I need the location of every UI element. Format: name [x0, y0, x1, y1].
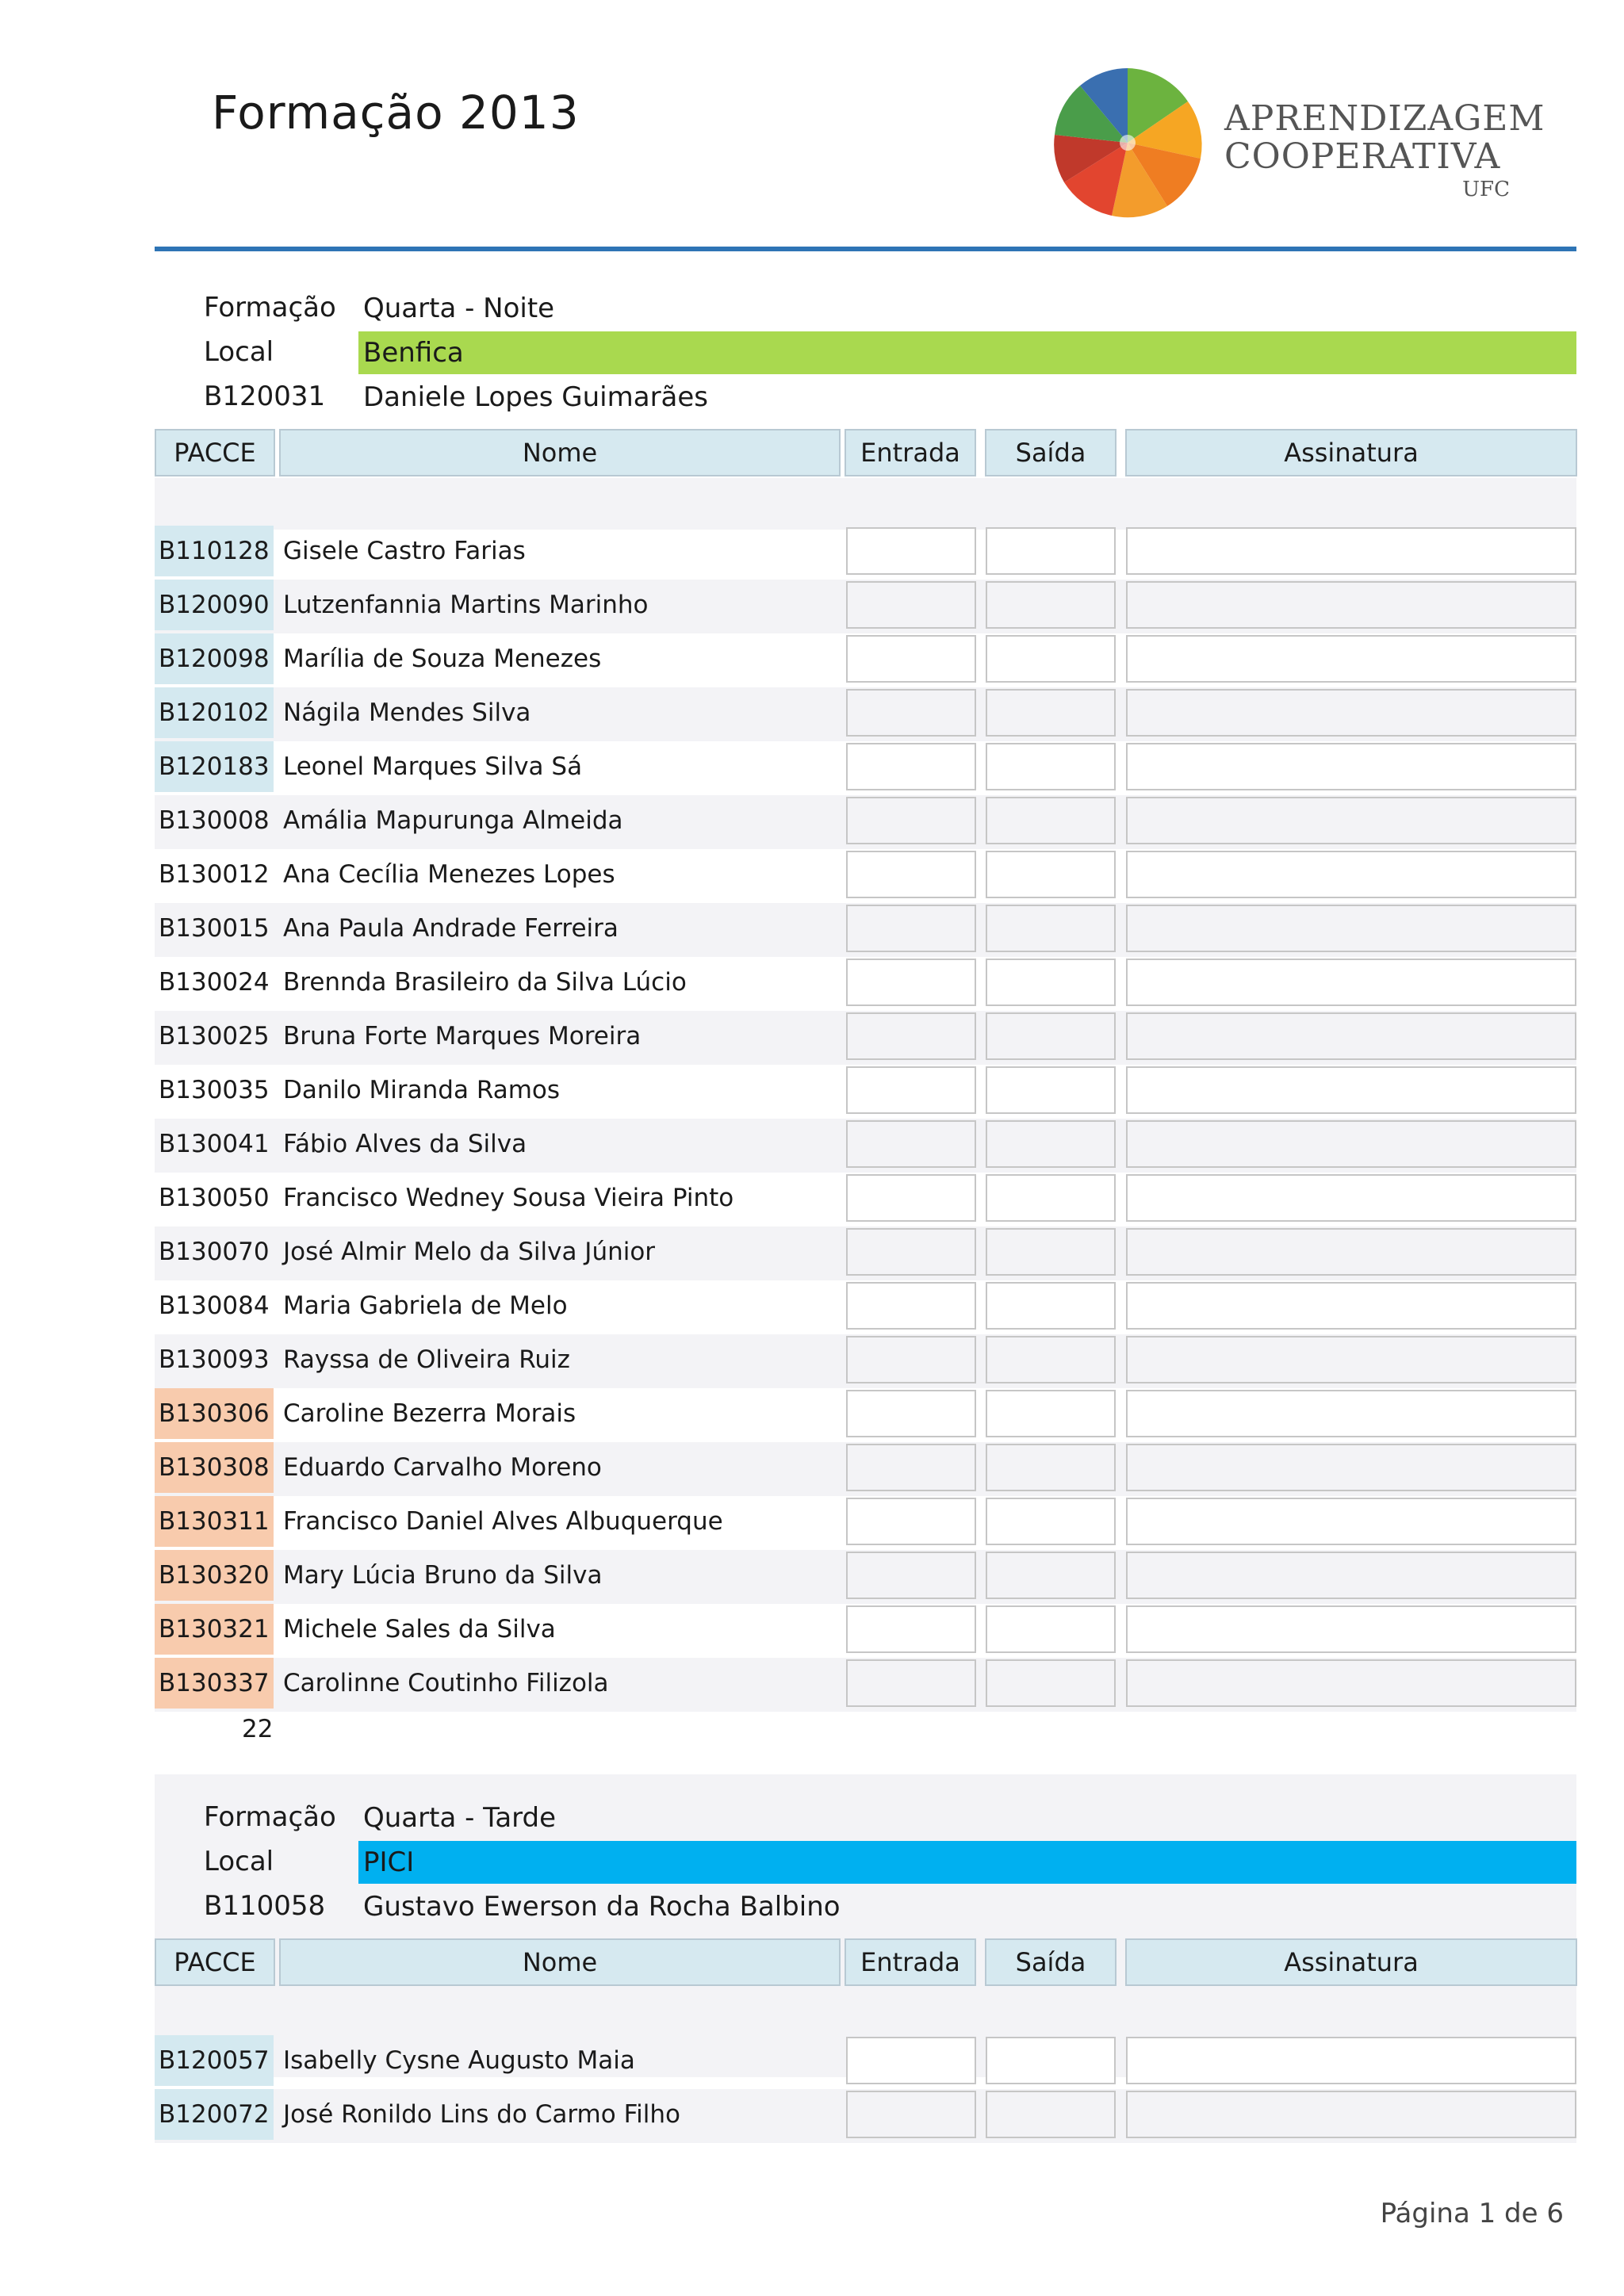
assinatura-field[interactable] — [1126, 2091, 1576, 2138]
pacce-code: B130015 — [159, 914, 270, 943]
entrada-field[interactable] — [846, 1228, 976, 1276]
formacao-label: Formação — [204, 1801, 336, 1833]
pinwheel-logo-icon — [1048, 63, 1207, 222]
pacce-code: B130320 — [155, 1550, 274, 1601]
page-title: Formação 2013 — [212, 86, 580, 140]
table-row — [155, 1334, 1576, 1388]
pacce-code: B130008 — [159, 806, 270, 835]
assinatura-field[interactable] — [1126, 797, 1576, 844]
leader-code: B110058 — [204, 1890, 326, 1922]
pacce-code: B130084 — [159, 1292, 270, 1320]
assinatura-field[interactable] — [1126, 1282, 1576, 1330]
pacce-code: B120090 — [155, 580, 274, 630]
pacce-code: B120102 — [155, 687, 274, 738]
participant-count: 22 — [242, 1715, 274, 1743]
participant-name: Leonel Marques Silva Sá — [283, 752, 583, 781]
pacce-code: B130070 — [159, 1238, 270, 1266]
participant-name: Bruna Forte Marques Moreira — [283, 1022, 642, 1050]
entrada-field[interactable] — [846, 1336, 976, 1383]
logo-line-1: APRENDIZAGEM — [1224, 98, 1545, 139]
saida-field[interactable] — [986, 959, 1116, 1006]
assinatura-field[interactable] — [1126, 1120, 1576, 1168]
table-row — [155, 1226, 1576, 1280]
local-value: PICI — [358, 1841, 1576, 1884]
saida-field[interactable] — [986, 1659, 1116, 1707]
participant-name: Ana Paula Andrade Ferreira — [283, 914, 619, 943]
table-row — [155, 2035, 1576, 2089]
spacer-band — [155, 478, 1576, 530]
pacce-code: B130035 — [159, 1076, 270, 1104]
entrada-field[interactable] — [846, 905, 976, 952]
participant-name: Gisele Castro Farias — [283, 537, 526, 565]
table-row — [155, 633, 1576, 687]
saida-field[interactable] — [986, 1390, 1116, 1437]
assinatura-field[interactable] — [1126, 635, 1576, 683]
entrada-field[interactable] — [846, 1066, 976, 1114]
pacce-code: B130050 — [159, 1184, 270, 1212]
participant-name: Maria Gabriela de Melo — [283, 1292, 568, 1320]
entrada-field[interactable] — [846, 1552, 976, 1599]
participant-name: José Ronildo Lins do Carmo Filho — [283, 2100, 680, 2129]
assinatura-field[interactable] — [1126, 1444, 1576, 1491]
entrada-field[interactable] — [846, 1605, 976, 1653]
formacao-value: Quarta - Tarde — [363, 1802, 557, 1834]
entrada-field[interactable] — [846, 1012, 976, 1060]
col-pacce: PACCE — [155, 429, 275, 476]
logo-text — [1224, 100, 1545, 201]
participant-name: José Almir Melo da Silva Júnior — [283, 1238, 656, 1266]
formacao-row — [155, 1797, 1576, 1839]
leader-name: Daniele Lopes Guimarães — [363, 381, 709, 413]
assinatura-field[interactable] — [1126, 1498, 1576, 1545]
local-row — [155, 1841, 1576, 1884]
saida-field[interactable] — [986, 1444, 1116, 1491]
participant-name: Francisco Wedney Sousa Vieira Pinto — [283, 1184, 734, 1212]
participant-name: Ana Cecília Menezes Lopes — [283, 860, 615, 889]
formacao-label: Formação — [204, 292, 336, 323]
table-row — [155, 1280, 1576, 1334]
pacce-code: B120098 — [155, 633, 274, 684]
entrada-field[interactable] — [846, 851, 976, 898]
saida-field[interactable] — [986, 1498, 1116, 1545]
local-label: Local — [204, 1846, 274, 1877]
assinatura-field[interactable] — [1126, 689, 1576, 737]
pacce-code: B130093 — [159, 1345, 270, 1374]
header-divider — [155, 247, 1576, 251]
saida-field[interactable] — [986, 1605, 1116, 1653]
table-row — [155, 849, 1576, 903]
saida-field[interactable] — [986, 905, 1116, 952]
assinatura-field[interactable] — [1126, 527, 1576, 575]
saida-field[interactable] — [986, 635, 1116, 683]
saida-field[interactable] — [986, 1552, 1116, 1599]
participant-name: Nágila Mendes Silva — [283, 698, 531, 727]
pacce-code: B120072 — [155, 2089, 274, 2140]
participant-name: Marília de Souza Menezes — [283, 645, 602, 673]
page-number: Página 1 de 6 — [1380, 2198, 1564, 2229]
col-entrada: Entrada — [845, 429, 976, 476]
assinatura-field[interactable] — [1126, 2037, 1576, 2084]
leader-name: Gustavo Ewerson da Rocha Balbino — [363, 1891, 841, 1923]
assinatura-field[interactable] — [1126, 1228, 1576, 1276]
leader-code: B120031 — [204, 381, 326, 412]
col-nome: Nome — [279, 429, 841, 476]
entrada-field[interactable] — [846, 527, 976, 575]
participant-name: Isabelly Cysne Augusto Maia — [283, 2046, 635, 2075]
table-row — [155, 1065, 1576, 1119]
table-row — [155, 1550, 1576, 1604]
logo-line-2: COOPERATIVA — [1224, 136, 1501, 177]
assinatura-field[interactable] — [1126, 959, 1576, 1006]
table-row — [155, 1173, 1576, 1226]
table-row — [155, 1388, 1576, 1442]
saida-field[interactable] — [986, 1228, 1116, 1276]
assinatura-field[interactable] — [1126, 905, 1576, 952]
col-saida: Saída — [985, 429, 1116, 476]
formacao-value: Quarta - Noite — [363, 293, 555, 324]
entrada-field[interactable] — [846, 959, 976, 1006]
saida-field[interactable] — [986, 527, 1116, 575]
saida-field[interactable] — [986, 1282, 1116, 1330]
col-entrada: Entrada — [845, 1938, 976, 1986]
participant-name: Fábio Alves da Silva — [283, 1130, 527, 1158]
entrada-field[interactable] — [846, 797, 976, 844]
local-label: Local — [204, 336, 274, 368]
table-row — [155, 580, 1576, 633]
assinatura-field[interactable] — [1126, 581, 1576, 629]
assinatura-field[interactable] — [1126, 1659, 1576, 1707]
assinatura-field[interactable] — [1126, 1336, 1576, 1383]
pacce-code: B130306 — [155, 1388, 274, 1439]
assinatura-field[interactable] — [1126, 1012, 1576, 1060]
table-row — [155, 2089, 1576, 2143]
entrada-field[interactable] — [846, 1120, 976, 1168]
table-row — [155, 1119, 1576, 1173]
aprendizagem-cooperativa-logo — [1048, 63, 1545, 222]
pacce-code: B120183 — [155, 741, 274, 792]
table-row — [155, 526, 1576, 580]
entrada-field[interactable] — [846, 1659, 976, 1707]
saida-field[interactable] — [986, 2091, 1116, 2138]
entrada-field[interactable] — [846, 581, 976, 629]
entrada-field[interactable] — [846, 635, 976, 683]
table-row — [155, 795, 1576, 849]
col-nome: Nome — [279, 1938, 841, 1986]
saida-field[interactable] — [986, 2037, 1116, 2084]
table-row — [155, 903, 1576, 957]
saida-field[interactable] — [986, 1012, 1116, 1060]
pacce-code: B130321 — [155, 1604, 274, 1655]
pacce-code: B130025 — [159, 1022, 270, 1050]
participant-name: Eduardo Carvalho Moreno — [283, 1453, 602, 1482]
pacce-code: B130024 — [159, 968, 270, 997]
table-row — [155, 1442, 1576, 1496]
table-row — [155, 687, 1576, 741]
participant-name: Michele Sales da Silva — [283, 1615, 556, 1644]
entrada-field[interactable] — [846, 2037, 976, 2084]
saida-field[interactable] — [986, 581, 1116, 629]
participant-name: Rayssa de Oliveira Ruiz — [283, 1345, 570, 1374]
table-row — [155, 957, 1576, 1011]
pacce-code: B130041 — [159, 1130, 270, 1158]
leader-row — [155, 376, 1576, 419]
pacce-code: B130012 — [159, 860, 270, 889]
entrada-field[interactable] — [846, 1390, 976, 1437]
entrada-field[interactable] — [846, 1444, 976, 1491]
pacce-code: B120057 — [155, 2035, 274, 2086]
col-assinatura: Assinatura — [1125, 429, 1577, 476]
leader-row — [155, 1885, 1576, 1928]
participant-name: Brennda Brasileiro da Silva Lúcio — [283, 968, 687, 997]
pacce-code: B130337 — [155, 1658, 274, 1709]
saida-field[interactable] — [986, 743, 1116, 790]
entrada-field[interactable] — [846, 743, 976, 790]
saida-field[interactable] — [986, 1066, 1116, 1114]
saida-field[interactable] — [986, 1336, 1116, 1383]
table-row — [155, 1496, 1576, 1550]
entrada-field[interactable] — [846, 2091, 976, 2138]
participant-name: Lutzenfannia Martins Marinho — [283, 591, 649, 619]
saida-field[interactable] — [986, 1174, 1116, 1222]
entrada-field[interactable] — [846, 689, 976, 737]
entrada-field[interactable] — [846, 1174, 976, 1222]
col-pacce: PACCE — [155, 1938, 275, 1986]
saida-field[interactable] — [986, 689, 1116, 737]
participant-name: Carolinne Coutinho Filizola — [283, 1669, 609, 1697]
saida-field[interactable] — [986, 851, 1116, 898]
col-saida: Saída — [985, 1938, 1116, 1986]
participant-name: Francisco Daniel Alves Albuquerque — [283, 1507, 723, 1536]
saida-field[interactable] — [986, 797, 1116, 844]
table-row — [155, 741, 1576, 795]
participant-name: Mary Lúcia Bruno da Silva — [283, 1561, 603, 1590]
assinatura-field[interactable] — [1126, 743, 1576, 790]
local-row — [155, 331, 1576, 374]
entrada-field[interactable] — [846, 1498, 976, 1545]
saida-field[interactable] — [986, 1120, 1116, 1168]
assinatura-field[interactable] — [1126, 1390, 1576, 1437]
col-assinatura: Assinatura — [1125, 1938, 1577, 1986]
table-row — [155, 1604, 1576, 1658]
assinatura-field[interactable] — [1126, 1174, 1576, 1222]
table-row — [155, 1658, 1576, 1712]
pacce-code: B130308 — [155, 1442, 274, 1493]
assinatura-field[interactable] — [1126, 851, 1576, 898]
participant-name: Danilo Miranda Ramos — [283, 1076, 561, 1104]
entrada-field[interactable] — [846, 1282, 976, 1330]
assinatura-field[interactable] — [1126, 1605, 1576, 1653]
local-value: Benfica — [358, 331, 1576, 374]
participant-name: Caroline Bezerra Morais — [283, 1399, 576, 1428]
pacce-code: B130311 — [155, 1496, 274, 1547]
formacao-row — [155, 287, 1576, 330]
assinatura-field[interactable] — [1126, 1552, 1576, 1599]
pacce-code: B110128 — [155, 526, 274, 576]
logo-line-3: UFC — [1462, 178, 1510, 201]
participant-name: Amália Mapurunga Almeida — [283, 806, 623, 835]
table-row — [155, 1011, 1576, 1065]
assinatura-field[interactable] — [1126, 1066, 1576, 1114]
